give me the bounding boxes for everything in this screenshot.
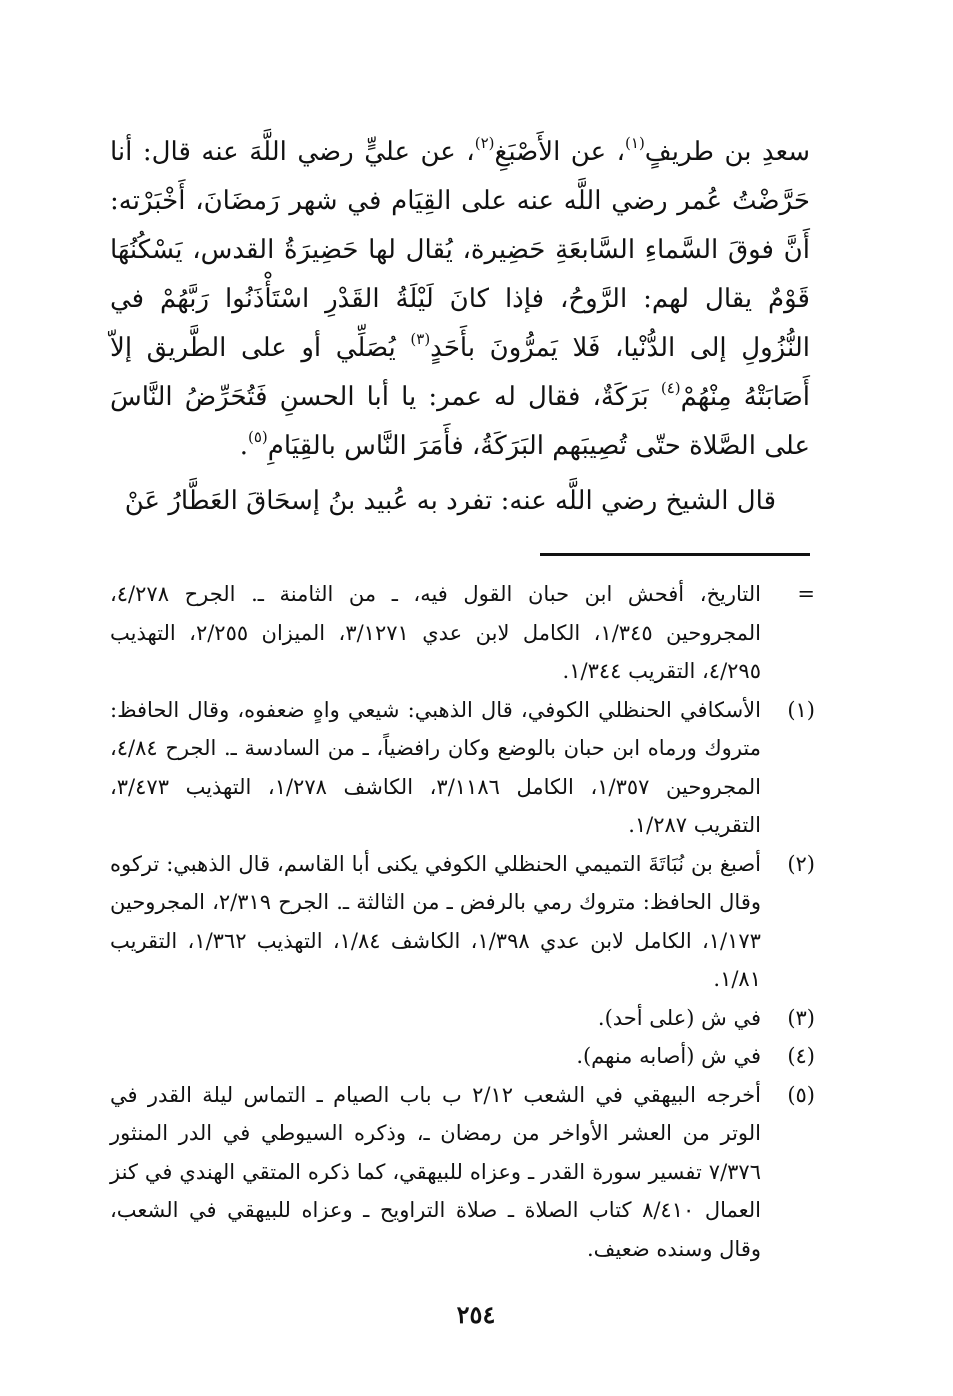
footnote-marker: (٣): [787, 1005, 815, 1030]
footnote-ref-5: (٥): [247, 428, 268, 446]
footnote-text: في ش (أصابه منهم).: [576, 1044, 761, 1068]
main-text-segment: يُصَلِّي أو على الطَّريق إلاّ أَصَابَتْهُ مِنْهُمْ: [110, 333, 810, 412]
footnote-marker: (٤): [787, 1044, 815, 1068]
main-paragraph: [110, 128, 810, 471]
main-text-segment: .: [239, 431, 248, 461]
page-number: ٢٥٤: [456, 1300, 496, 1329]
main-text: [110, 128, 810, 526]
footnote-marker: =: [797, 582, 815, 606]
main-text-segment: ، عن الأَصْبَغِ: [494, 137, 626, 167]
footnotes: [110, 575, 815, 1268]
footnote-text: أخرجه البيهقي في الشعب ٢/١٢ ب باب الصيام ـ التماس ليلة القدر في الوتر من العشر الأواخر من رمضان ـ، وذكره السيوطي في الدر المنثور ٧/٣٧٦ تفسير سورة القدر ـ وعزاه للبيهقي، كما ذكره المتقي الهندي في كنز العمال ٨/٤١٠ كتاب الصلاة ـ صلاة التراويح ـ وعزاه للبيهقي في الشعب، وقال وسنده ضعيف.: [110, 1082, 761, 1261]
main-text-segment: ، عن عليٍّ رضي اللَّهَ عنه قال: أنا حَرَّضْتُ عُمر رضي اللَّه عنه على القِيَام في شهر رَمضَانَ، أَخْبَرْته: أَنَّ فوقَ السَّماءِ السَّابعَةِ حَضِيرة، يُقال لها حَضِيرَةُ القدس، يَسْكُنُهَا قَوْمٌ يقال لهم: الرَّوحُ، فإذا كانَ لَيْلَةُ القَدْرِ اسْتَأْذَنُوا رَبَّهُمْ في النُّزُولِ إلى الدُّنْيا، فَلا يَمرُّونَ بأَحَدٍ: [110, 137, 810, 363]
footnote-ref-3: (٣): [410, 330, 431, 348]
footnote-separator: [540, 553, 810, 556]
footnote-ref-2: (٢): [474, 134, 495, 152]
footnote-3: [110, 999, 815, 1038]
footnote-continued: [110, 575, 815, 691]
footnote-text: في ش (على أحد).: [597, 1005, 761, 1030]
footnote-text: التاريخ، أفحش ابن حبان القول فيه، ـ من الثامنة ـ. الجرح ٤/٢٧٨، المجروحين ١/٣٤٥، الكامل لابن عدي ٣/١٢٧١، الميزان ٢/٢٥٥، التهذيب ٤/٢٩٥، التقريب ١/٣٤٤.: [110, 582, 761, 683]
footnote-1: [110, 691, 815, 845]
footnote-ref-4: (٤): [660, 379, 681, 397]
main-paragraph: قال الشيخ رضي اللَّه عنه: تفرد به عُبيد بنُ إسحَاقَ العَطَّارُ عَنْ: [124, 486, 776, 516]
footnote-4: [110, 1037, 815, 1076]
footnote-text: الأسكافي الحنظلي الكوفي، قال الذهبي: شيعي واهٍ ضعفوه، وقال الحافظ: متروك ورماه ابن حبان بالوضع وكان رافضياً، ـ من السادسة ـ. الجرح ٤/٨٤، المجروحين ١/٣٥٧، الكامل ٣/١١٨٦، الكاشف ١/٢٧٨، التهذيب ٣/٤٧٣، التقريب ١/٢٨٧.: [110, 697, 762, 837]
footnote-marker: (٥): [787, 1082, 815, 1107]
footnote-marker: (٢): [787, 851, 815, 876]
footnote-ref-1: (١): [625, 134, 645, 152]
footnote-text: أصبغ بن نُبَاتَةَ التميمي الحنظلي الكوفي يكنى أبا القاسم، قال الذهبي: تركوه وقال الحافظ: متروك رمي بالرفض ـ من الثالثة ـ. الجرح ٢/٣١٩، المجروحين ١/١٧٣، الكامل لابن عدي ١/٣٩٨، الكاشف ١/٨٤، التهذيب ١/٣٦٢، التقريب ١/٨١.: [110, 851, 761, 991]
main-text-segment: سعدِ بن طريفٍ: [644, 137, 810, 167]
footnote-5: [110, 1076, 815, 1269]
footnote-marker: (١): [787, 697, 815, 722]
main-text-segment: بَرَكَةٌ، فقال له عمر: يا أبا الحسنِ فَتُحَرِّضُ النَّاسَ على الصَّلاة حتّى تُصِيبَهم البَرَكَةُ، فأَمَرَ النَّاس بالقِيَامِ: [110, 382, 810, 461]
footnote-2: [110, 845, 815, 999]
